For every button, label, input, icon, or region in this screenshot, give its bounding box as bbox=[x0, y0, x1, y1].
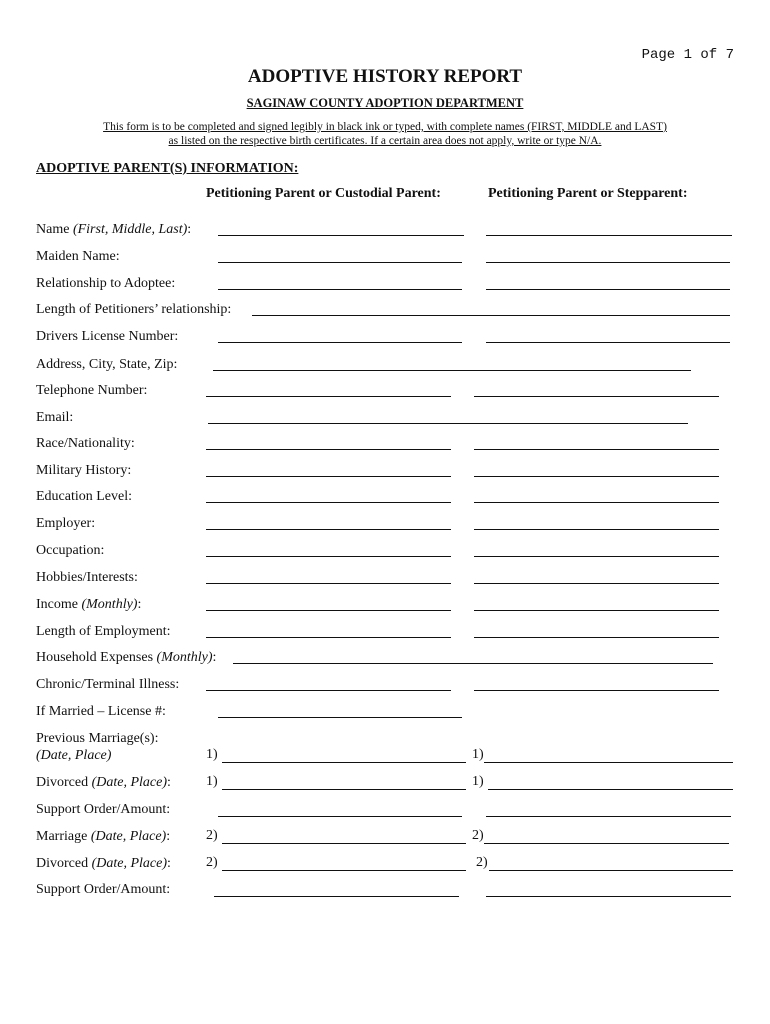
divorced-number-2-left: 2) bbox=[206, 855, 218, 870]
military-field-right[interactable] bbox=[474, 476, 719, 477]
occupation-label: Occupation: bbox=[36, 543, 105, 558]
page-number: Page 1 of 7 bbox=[641, 47, 734, 63]
length-relationship-label: Length of Petitioners’ relationship: bbox=[36, 302, 232, 317]
hobbies-field-left[interactable] bbox=[206, 583, 451, 584]
support-order-1-field-right[interactable] bbox=[486, 816, 731, 817]
hobbies-field-right[interactable] bbox=[474, 583, 719, 584]
support-order-2-label: Support Order/Amount: bbox=[36, 882, 171, 897]
education-field-right[interactable] bbox=[474, 502, 719, 503]
divorced-1-field-right[interactable] bbox=[488, 789, 733, 790]
previous-marriage-number-1-right: 1) bbox=[472, 747, 484, 762]
instructions bbox=[0, 120, 770, 148]
email-field[interactable] bbox=[208, 423, 688, 424]
divorced-2-field-left[interactable] bbox=[222, 870, 466, 871]
column-header-right: Petitioning Parent or Stepparent: bbox=[488, 186, 688, 201]
chronic-illness-label: Chronic/Terminal Illness: bbox=[36, 677, 180, 692]
name-label: Name (First, Middle, Last): bbox=[36, 222, 192, 237]
divorced-1-label: Divorced (Date, Place): bbox=[36, 775, 171, 790]
length-relationship-field[interactable] bbox=[252, 315, 730, 316]
department-name: SAGINAW COUNTY ADOPTION DEPARTMENT bbox=[246, 96, 524, 110]
military-field-left[interactable] bbox=[206, 476, 451, 477]
divorced-1-field-left[interactable] bbox=[222, 789, 466, 790]
address-label: Address, City, State, Zip: bbox=[36, 357, 178, 372]
divorced-2-field-right[interactable] bbox=[489, 870, 733, 871]
relationship-label: Relationship to Adoptee: bbox=[36, 276, 176, 291]
divorced-number-2-right: 2) bbox=[476, 855, 488, 870]
previous-marriage-1-field-right[interactable] bbox=[484, 762, 733, 763]
marriage-2-label: Marriage (Date, Place): bbox=[36, 829, 171, 844]
previous-marriage-number-1-left: 1) bbox=[206, 747, 218, 762]
previous-marriage-1-field-left[interactable] bbox=[222, 762, 466, 763]
name-field-left[interactable] bbox=[218, 235, 464, 236]
drivers-license-field-left[interactable] bbox=[218, 342, 462, 343]
married-license-field[interactable] bbox=[218, 717, 462, 718]
household-expenses-label: Household Expenses (Monthly): bbox=[36, 650, 217, 665]
chronic-illness-field-left[interactable] bbox=[206, 690, 451, 691]
divorced-number-1-left: 1) bbox=[206, 774, 218, 789]
chronic-illness-field-right[interactable] bbox=[474, 690, 719, 691]
income-label: Income (Monthly): bbox=[36, 597, 142, 612]
relationship-field-right[interactable] bbox=[486, 289, 730, 290]
column-header-left: Petitioning Parent or Custodial Parent: bbox=[206, 186, 441, 201]
maiden-name-field-right[interactable] bbox=[486, 262, 730, 263]
drivers-license-field-right[interactable] bbox=[486, 342, 730, 343]
length-employment-field-right[interactable] bbox=[474, 637, 719, 638]
education-field-left[interactable] bbox=[206, 502, 451, 503]
hobbies-label: Hobbies/Interests: bbox=[36, 570, 138, 585]
drivers-license-label: Drivers License Number: bbox=[36, 329, 179, 344]
married-license-label: If Married – License #: bbox=[36, 704, 166, 719]
race-field-left[interactable] bbox=[206, 449, 451, 450]
occupation-field-left[interactable] bbox=[206, 556, 451, 557]
divorced-2-label: Divorced (Date, Place): bbox=[36, 856, 171, 871]
employer-label: Employer: bbox=[36, 516, 96, 531]
support-order-1-label: Support Order/Amount: bbox=[36, 802, 171, 817]
previous-marriages-label: Previous Marriage(s): bbox=[36, 731, 159, 746]
marriage-2-field-left[interactable] bbox=[222, 843, 466, 844]
marriage-number-2-right: 2) bbox=[472, 828, 484, 843]
instructions-line-2: as listed on the respective birth certificates. If a certain area does not apply, write or type N/A. bbox=[168, 135, 602, 147]
instructions-line-1: This form is to be completed and signed legibly in black ink or typed, with complete names (FIRST, MIDDLE and LAST) bbox=[103, 121, 667, 133]
length-employment-label: Length of Employment: bbox=[36, 624, 171, 639]
income-field-right[interactable] bbox=[474, 610, 719, 611]
report-title: ADOPTIVE HISTORY REPORT bbox=[247, 66, 523, 87]
support-order-1-field-left[interactable] bbox=[218, 816, 462, 817]
maiden-name-label: Maiden Name: bbox=[36, 249, 120, 264]
occupation-field-right[interactable] bbox=[474, 556, 719, 557]
address-field[interactable] bbox=[213, 370, 691, 371]
support-order-2-field-right[interactable] bbox=[486, 896, 731, 897]
previous-marriages-hint: (Date, Place) bbox=[36, 748, 112, 763]
section-title: ADOPTIVE PARENT(S) INFORMATION: bbox=[36, 161, 299, 176]
name-field-right[interactable] bbox=[486, 235, 732, 236]
race-field-right[interactable] bbox=[474, 449, 719, 450]
marriage-2-field-right[interactable] bbox=[484, 843, 729, 844]
length-employment-field-left[interactable] bbox=[206, 637, 451, 638]
education-label: Education Level: bbox=[36, 489, 133, 504]
employer-field-right[interactable] bbox=[474, 529, 719, 530]
telephone-field-left[interactable] bbox=[206, 396, 451, 397]
military-label: Military History: bbox=[36, 463, 132, 478]
support-order-2-field-left[interactable] bbox=[214, 896, 459, 897]
telephone-label: Telephone Number: bbox=[36, 383, 148, 398]
telephone-field-right[interactable] bbox=[474, 396, 719, 397]
race-label: Race/Nationality: bbox=[36, 436, 135, 451]
email-label: Email: bbox=[36, 410, 74, 425]
marriage-number-2-left: 2) bbox=[206, 828, 218, 843]
maiden-name-field-left[interactable] bbox=[218, 262, 462, 263]
employer-field-left[interactable] bbox=[206, 529, 451, 530]
household-expenses-field[interactable] bbox=[233, 663, 713, 664]
relationship-field-left[interactable] bbox=[218, 289, 462, 290]
income-field-left[interactable] bbox=[206, 610, 451, 611]
divorced-number-1-right: 1) bbox=[472, 774, 484, 789]
